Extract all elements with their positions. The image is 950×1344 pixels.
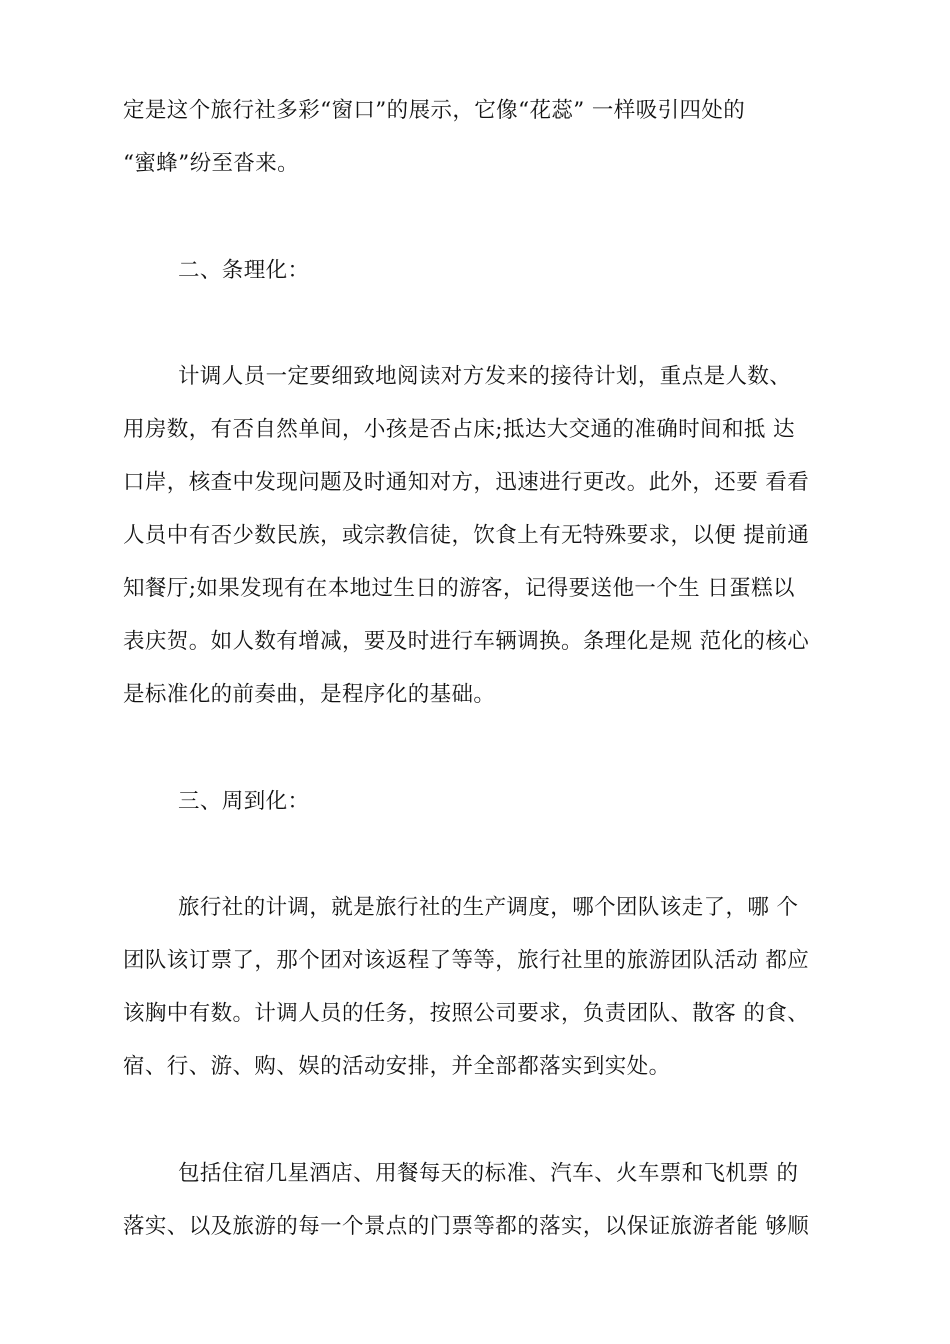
paragraph-line: 知餐厅;如果发现有在本地过生日的游客，记得要送他一个生 日蛋糕以 bbox=[123, 576, 795, 601]
section-heading: 二、条理化： bbox=[178, 258, 310, 283]
paragraph-line: 落实、以及旅游的每一个景点的门票等都的落实，以保证旅游者能 够顺 bbox=[123, 1214, 810, 1239]
paragraph-line: 团队该订票了，那个团对该返程了等等，旅行社里的旅游团队活动 都应 bbox=[123, 948, 810, 973]
paragraph-line: 人员中有否少数民族，或宗教信徒，饮食上有无特殊要求，以便 提前通 bbox=[123, 523, 810, 548]
paragraph-line: 计调人员一定要细致地阅读对方发来的接待计划，重点是人数、 bbox=[178, 364, 792, 389]
paragraph-line: 宿、行、游、购、娱的活动安排，并全部都落实到实处。 bbox=[123, 1054, 671, 1079]
paragraph-line: 旅行社的计调，就是旅行社的生产调度，哪个团队该走了，哪 个 bbox=[178, 895, 799, 920]
paragraph-line: “蜜蜂”纷至沓来。 bbox=[123, 151, 300, 176]
paragraph-line: 包括住宿几星酒店、用餐每天的标准、汽车、火车票和飞机票 的 bbox=[178, 1161, 799, 1186]
paragraph-line: 定是这个旅行社多彩“窗口”的展示，它像“花蕊” 一样吸引四处的 bbox=[123, 98, 746, 123]
paragraph-line: 是标准化的前奏曲，是程序化的基础。 bbox=[123, 682, 496, 707]
paragraph-line: 表庆贺。如人数有增减，要及时进行车辆调换。条理化是规 范化的核心 bbox=[123, 629, 810, 654]
section-heading: 三、周到化： bbox=[178, 789, 310, 814]
paragraph-line: 用房数，有否自然单间，小孩是否占床;抵达大交通的准确时间和抵 达 bbox=[123, 417, 795, 442]
paragraph-line: 口岸，核查中发现问题及时通知对方，迅速进行更改。此外，还要 看看 bbox=[123, 470, 810, 495]
paragraph-line: 该胸中有数。计调人员的任务，按照公司要求，负责团队、散客 的食、 bbox=[123, 1001, 810, 1026]
